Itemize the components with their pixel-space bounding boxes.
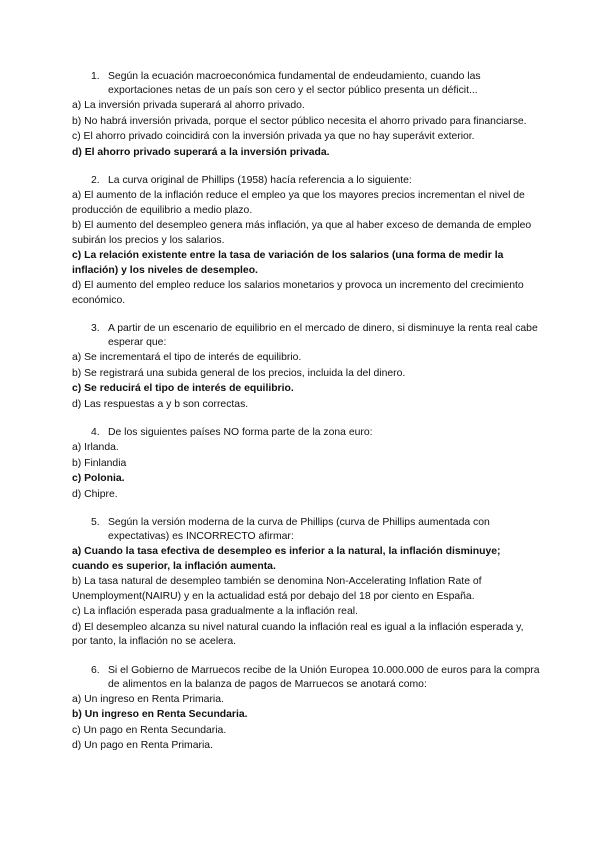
option-d: d) Las respuestas a y b son correctas. (72, 398, 249, 410)
question-text: Si el Gobierno de Marruecos recibe de la Unión Europea 10.000.000 de euros para la compra de alimentos en la balanza de pagos de Marruecos se anotará como: (108, 664, 540, 690)
option-d: d) El desempleo alcanza su nivel natural cuando la inflación real es igual a la inflación esperada y, por tanto, la inflación no se acelera. (72, 621, 524, 647)
question-6 (72, 664, 540, 754)
question-number: 1. (91, 71, 100, 82)
question-stem (72, 426, 540, 440)
option-b: b) El aumento del desempleo genera más inflación, ya que al haber exceso de demanda de empleo subirán los precios y los salarios. (72, 220, 532, 246)
option-c-correct: c) La relación existente entre la tasa de variación de los salarios (una forma de medir la inflación) y los niveles de desempleo. (72, 250, 504, 276)
option-b: b) Se registrará una subida general de los precios, incluida la del dinero. (72, 367, 406, 379)
option-d: d) Un pago en Renta Primaria. (72, 740, 213, 751)
option-a: a) La inversión privada superará al ahorro privado. (72, 100, 305, 111)
option-a-correct: a) Cuando la tasa efectiva de desempleo es inferior a la natural, la inflación disminuye; cuando es superior, la inflación aumenta. (72, 546, 501, 572)
option-c: c) El ahorro privado coincidirá con la inversión privada ya que no hay superávit exterior. (72, 131, 475, 142)
question-stem (72, 664, 540, 692)
question-text: Según la versión moderna de la curva de Phillips (curva de Phillips aumentada con expectativas) es INCORRECTO afirmar: (108, 517, 490, 542)
option-c-correct: c) Se reducirá el tipo de interés de equilibrio. (72, 383, 294, 394)
option-c: c) Un pago en Renta Secundaria. (72, 724, 227, 736)
question-3 (72, 322, 540, 412)
option-b: b) La tasa natural de desempleo también se denomina Non-Accelerating Inflation Rate of Unemployment(NAIRU) y en la actualidad está por debajo del 18 por ciento en España. (72, 576, 482, 602)
question-4 (72, 426, 540, 502)
question-stem (72, 174, 540, 188)
question-stem (72, 322, 540, 350)
question-text: Según la ecuación macroeconómica fundamental de endeudamiento, cuando las exportaciones netas de un país son cero y el sector público presenta un déficit... (108, 71, 481, 96)
question-text: La curva original de Phillips (1958) hacía referencia a lo siguiente: (108, 175, 412, 186)
question-number: 3. (91, 323, 100, 334)
question-stem (72, 70, 540, 98)
option-d: d) El aumento del empleo reduce los salarios monetarios y provoca un incremento del crecimiento económico. (72, 280, 524, 306)
option-a: a) El aumento de la inflación reduce el empleo ya que los mayores precios incrementan el nivel de producción de equilibrio a medio plazo. (72, 190, 525, 216)
option-a: a) Irlanda. (72, 442, 119, 453)
option-a: a) Un ingreso en Renta Primaria. (72, 693, 224, 705)
option-d-correct: d) El ahorro privado superará a la inversión privada. (72, 146, 330, 158)
question-number: 6. (91, 664, 100, 676)
option-d: d) Chipre. (72, 488, 118, 500)
question-2 (72, 174, 540, 308)
question-stem (72, 516, 540, 544)
question-1 (72, 70, 540, 160)
option-a: a) Se incrementará el tipo de interés de equilibrio. (72, 352, 302, 363)
question-number: 4. (91, 427, 100, 438)
option-b-correct: b) Un ingreso en Renta Secundaria. (72, 709, 248, 720)
question-text: A partir de un escenario de equilibrio en el mercado de dinero, si disminuye la renta real cabe esperar que: (108, 323, 538, 348)
option-b: b) No habrá inversión privada, porque el sector público necesita el ahorro privado para financiarse. (72, 115, 527, 127)
question-text: De los siguientes países NO forma parte de la zona euro: (108, 427, 373, 438)
question-number: 2. (91, 175, 100, 186)
option-b: b) Finlandia (72, 457, 127, 469)
question-5 (72, 516, 540, 650)
option-c: c) La inflación esperada pasa gradualmente a la inflación real. (72, 606, 358, 617)
question-number: 5. (91, 517, 100, 528)
option-c-correct: c) Polonia. (72, 473, 125, 484)
